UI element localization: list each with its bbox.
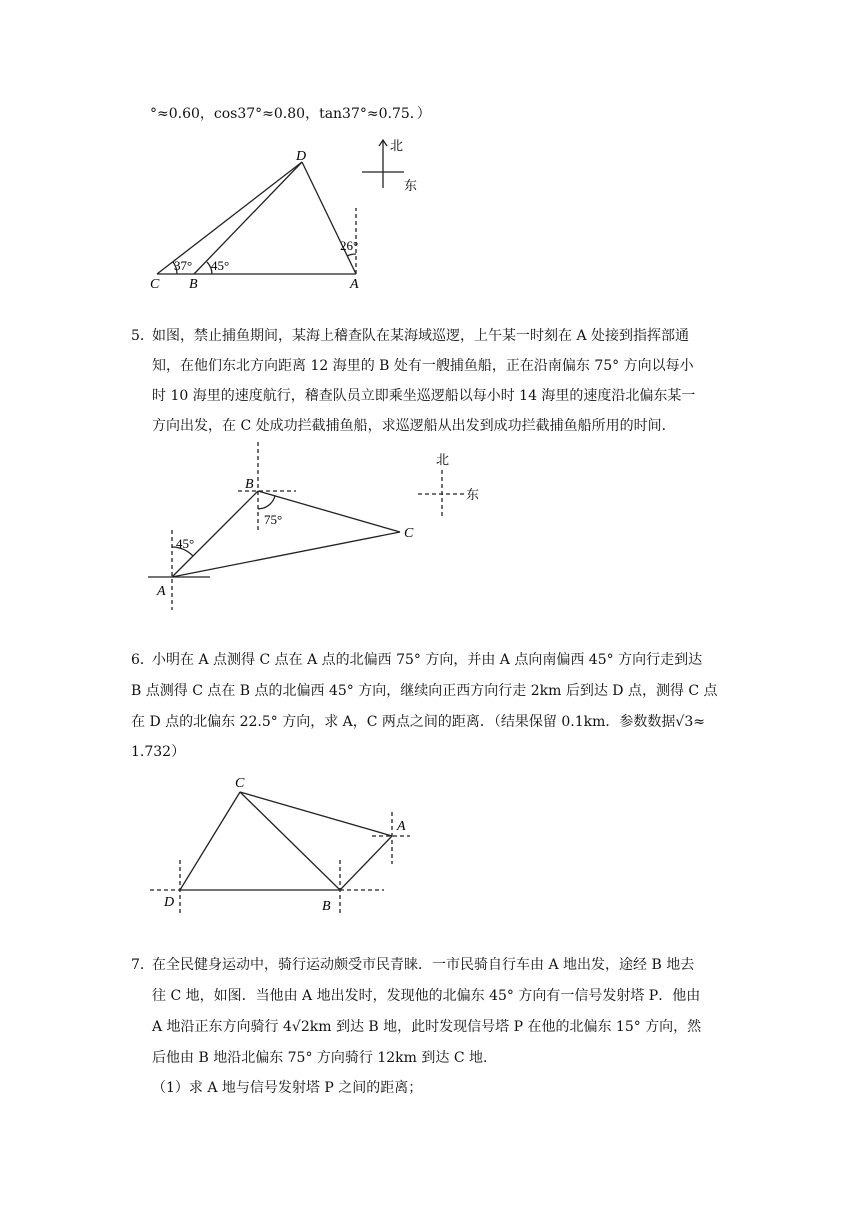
- point-label-c: C: [404, 526, 414, 541]
- point-label-c: C: [235, 776, 245, 791]
- q7-line-4: 后他由 B 地沿北偏东 75° 方向骑行 12km 到达 C 地．: [152, 1050, 497, 1066]
- q5-line-3: 时 10 海里的速度航行，稽查队员立即乘坐巡逻船以每小时 14 海里的速度沿北偏东某一: [152, 388, 696, 404]
- compass-north-label: 北: [390, 139, 404, 154]
- q6-line-4: 1.732）: [131, 744, 186, 760]
- point-label-d: D: [296, 149, 307, 164]
- point-label-b: B: [189, 277, 198, 292]
- angle-label-c: 37°: [174, 258, 193, 273]
- q7-line-2: 往 C 地，如图．当他由 A 地出发时，发现他的北偏东 45° 方向有一信号发射塔 P．他由: [152, 988, 701, 1004]
- point-label-c: C: [150, 277, 160, 292]
- compass-east-label: 东: [466, 488, 480, 503]
- point-label-b: B: [245, 477, 254, 492]
- angle-label-b: 75°: [264, 512, 283, 527]
- angle-label-a: 26°: [340, 238, 359, 253]
- point-label-a: A: [157, 584, 166, 599]
- q5-line-1: 如图，禁止捕鱼期间，某海上稽查队在某海域巡逻，上午某一时刻在 A 处接到指挥部通: [152, 328, 690, 344]
- point-label-d: D: [164, 895, 175, 910]
- q7-line-3: A 地沿正东方向骑行 4√2km 到达 B 地，此时发现信号塔 P 在他的北偏东 15° 方向，然: [152, 1019, 702, 1035]
- point-label-b: B: [322, 899, 331, 914]
- compass-north-label: 北: [436, 453, 450, 468]
- q4-parameters-line: °≈0.60，cos37°≈0.80，tan37°≈0.75．）: [150, 106, 431, 122]
- q5-line-4: 方向出发，在 C 处成功拦截捕鱼船，求巡逻船从出发到成功拦截捕鱼船所用的时间．: [152, 418, 676, 434]
- q7-subquestion-1: （1）求 A 地与信号发射塔 P 之间的距离；: [152, 1080, 423, 1096]
- q5-number: 5．: [131, 328, 154, 344]
- q7-number: 7．: [131, 957, 154, 973]
- q5-line-2: 知，在他们东北方向距离 12 海里的 B 处有一艘捕鱼船，正在沿南偏东 75° 方向以每小: [152, 358, 694, 374]
- angle-label-b: 45°: [211, 258, 230, 273]
- q6-number: 6．: [131, 652, 154, 668]
- compass-east-label: 东: [404, 179, 418, 194]
- point-label-a: A: [397, 819, 406, 834]
- q6-line-2: B 点测得 C 点在 B 点的北偏西 45° 方向，继续向正西方向行走 2km 后到达 D 点，测得 C 点: [131, 683, 718, 699]
- q6-line-1: 小明在 A 点测得 C 点在 A 点的北偏西 75° 方向，并由 A 点向南偏西 45° 方向行走到达: [152, 652, 703, 668]
- q7-line-1: 在全民健身运动中，骑行运动颇受市民青睐．一市民骑自行车由 A 地出发，途经 B 地去: [152, 957, 695, 973]
- q6-line-3: 在 D 点的北偏东 22.5° 方向，求 A，C 两点之间的距离．（结果保留 0.1km．参数数据√3≈: [131, 714, 705, 730]
- angle-label-a: 45°: [176, 536, 195, 551]
- point-label-a: A: [350, 277, 359, 292]
